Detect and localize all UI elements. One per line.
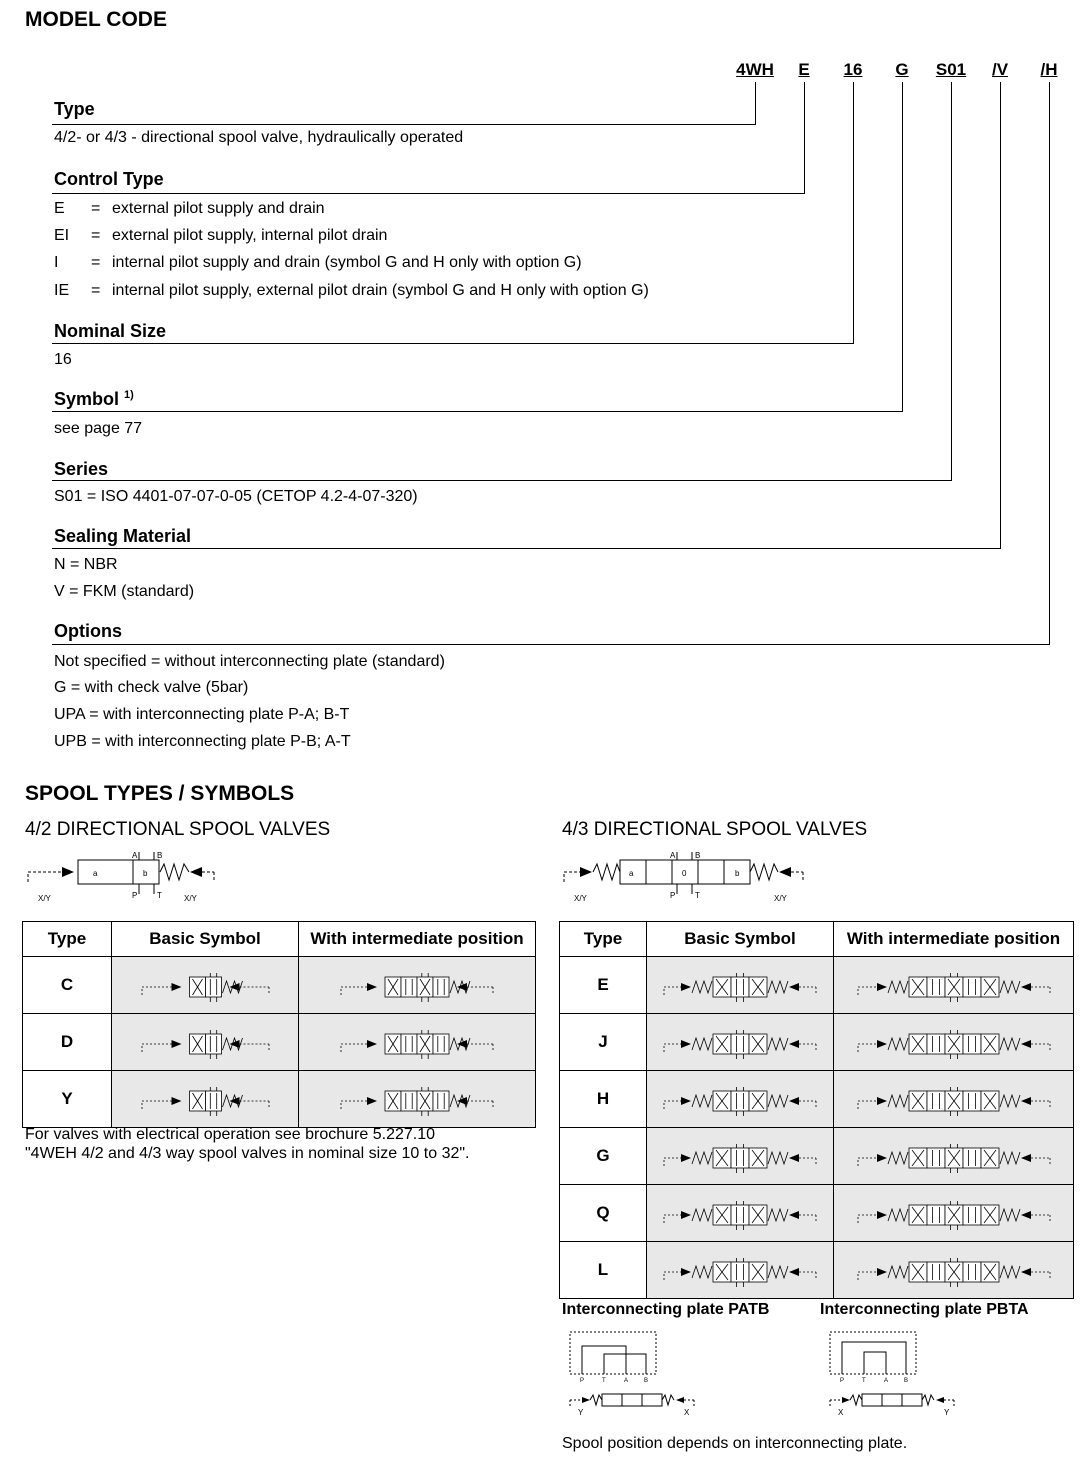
section-options-rule	[52, 644, 1050, 645]
brochure-note-line: For valves with electrical operation see brochure 5.227.10	[25, 1126, 435, 1143]
symbol-42-basic	[138, 1077, 273, 1121]
port-a-label: A	[132, 851, 138, 860]
type-cell: C	[23, 957, 112, 1014]
control-row-eq: =	[91, 254, 101, 271]
section-options-line: UPB = with interconnecting plate P-B; A-T	[54, 733, 351, 750]
basic-symbol-cell	[112, 1071, 299, 1128]
connector-series	[951, 82, 952, 480]
section-series-heading: Series	[54, 459, 109, 479]
section-options-line: UPA = with interconnecting plate P-A; B-T	[54, 706, 350, 723]
symbol-43-basic	[660, 1191, 820, 1235]
pos-0-label: 0	[682, 869, 687, 878]
table-row	[560, 1014, 1074, 1071]
basic-symbol-cell	[647, 1128, 834, 1185]
symbol-43-intermediate	[854, 1191, 1054, 1235]
section-symbol-rule	[52, 411, 903, 412]
section-sealing-line: N = NBR	[54, 556, 118, 573]
model-code-title: MODEL CODE	[25, 8, 167, 31]
section-type-line: 4/2- or 4/3 - directional spool valve, hydraulically operated	[54, 129, 464, 146]
pos-a-label: a	[93, 869, 98, 878]
symbol-42-intermediate	[337, 963, 497, 1007]
code-part-options: /H	[1040, 60, 1058, 79]
code-part-type: 4WH	[736, 60, 774, 79]
section-control-heading: Control Type	[54, 169, 164, 189]
xy-label: X/Y	[38, 894, 51, 903]
control-row-eq: =	[91, 282, 101, 299]
table-row	[560, 1128, 1074, 1185]
intermediate-symbol-cell	[299, 1071, 536, 1128]
port-b-label: B	[157, 851, 163, 860]
section-series-line: S01 = ISO 4401-07-07-0-05 (CETOP 4.2-4-07-320)	[54, 488, 418, 505]
control-row-eq: =	[91, 227, 101, 244]
col-basic-symbol: Basic Symbol	[647, 922, 834, 957]
pos-b-label: b	[143, 869, 148, 878]
symbol-43-intermediate	[854, 1134, 1054, 1178]
col-intermediate: With intermediate position	[834, 922, 1074, 957]
plate-y-label: Y	[578, 1408, 584, 1417]
basic-symbol-cell	[647, 957, 834, 1014]
symbol-43-intermediate	[854, 1248, 1054, 1292]
section-options-line: Not specified = without interconnecting plate (standard)	[54, 653, 445, 670]
col-type: Type	[560, 922, 647, 957]
symbol-43-basic	[660, 1134, 820, 1178]
section-sealing-heading: Sealing Material	[54, 526, 192, 546]
connector-type	[755, 82, 756, 124]
section-type-heading: Type	[54, 99, 95, 119]
section-control-rule	[52, 193, 805, 194]
plate-port-label: P	[580, 1378, 585, 1384]
plate-pbta-title: Interconnecting plate PBTA	[820, 1301, 1029, 1318]
table-row	[560, 1071, 1074, 1128]
table-4-3	[559, 921, 1074, 1299]
plate-port-label: A	[624, 1378, 629, 1384]
port-a-label: A	[670, 851, 676, 860]
type-cell: E	[560, 957, 647, 1014]
table-row	[23, 1071, 536, 1128]
plate-patb-diagram	[566, 1328, 706, 1418]
connector-control	[804, 82, 805, 193]
plate-patb-title: Interconnecting plate PATB	[562, 1301, 770, 1318]
type-cell: J	[560, 1014, 647, 1071]
port-p-label: P	[132, 891, 138, 900]
symbol-43-intermediate	[854, 1077, 1054, 1121]
table-row	[23, 957, 536, 1014]
symbol-43-basic	[660, 1077, 820, 1121]
symbol-43-basic	[660, 1020, 820, 1064]
plate-port-label: B	[904, 1378, 909, 1384]
plate-pbta-diagram	[826, 1328, 966, 1418]
symbol-42-basic	[138, 963, 273, 1007]
control-row-code: I	[54, 254, 59, 271]
section-sealing-line: V = FKM (standard)	[54, 583, 195, 600]
control-row-desc: external pilot supply and drain	[112, 200, 325, 217]
connector-sealing	[1000, 82, 1001, 548]
plate-port-label: A	[884, 1378, 889, 1384]
brochure-note-line: "4WEH 4/2 and 4/3 way spool valves in nominal size 10 to 32".	[25, 1145, 470, 1162]
port-b-label: B	[695, 851, 701, 860]
type-cell: G	[560, 1128, 647, 1185]
port-t-label: T	[695, 891, 700, 900]
type-cell: D	[23, 1014, 112, 1071]
xy-label: X/Y	[184, 894, 197, 903]
code-part-sealing: /V	[991, 60, 1009, 79]
type-cell: H	[560, 1071, 647, 1128]
type-cell: L	[560, 1242, 647, 1299]
port-t-label: T	[157, 891, 162, 900]
control-row-code: EI	[54, 227, 70, 244]
code-part-control: E	[798, 60, 810, 79]
plate-x-label: X	[838, 1408, 844, 1417]
symbol-43-intermediate	[854, 1020, 1054, 1064]
col-type: Type	[23, 922, 112, 957]
section-size-heading: Nominal Size	[54, 321, 167, 341]
intermediate-symbol-cell	[834, 957, 1074, 1014]
basic-symbol-cell	[112, 1014, 299, 1071]
symbol-43-intermediate	[854, 963, 1054, 1007]
valve-4-2-header-symbol	[24, 848, 224, 906]
footnote-marker: 1)	[124, 389, 134, 401]
col-basic-symbol: Basic Symbol	[112, 922, 299, 957]
control-row-code: IE	[54, 282, 70, 299]
table-row	[560, 1242, 1074, 1299]
table-4-2	[22, 921, 536, 1128]
section-type-rule	[52, 124, 756, 125]
plate-footer-note: Spool position depends on interconnecting plate.	[562, 1435, 908, 1452]
plate-port-label: P	[840, 1378, 845, 1384]
plate-x-label: X	[684, 1408, 690, 1417]
plate-port-label: B	[644, 1378, 649, 1384]
connector-options	[1049, 82, 1050, 644]
left-subtitle: 4/2 DIRECTIONAL SPOOL VALVES	[25, 819, 331, 840]
plate-port-label: T	[602, 1378, 606, 1384]
intermediate-symbol-cell	[834, 1185, 1074, 1242]
symbol-42-intermediate	[337, 1077, 497, 1121]
intermediate-symbol-cell	[299, 1014, 536, 1071]
code-part-series: S01	[935, 60, 967, 79]
intermediate-symbol-cell	[834, 1242, 1074, 1299]
symbol-43-basic	[660, 1248, 820, 1292]
intermediate-symbol-cell	[834, 1128, 1074, 1185]
symbol-43-basic	[660, 963, 820, 1007]
section-symbol-heading: Symbol $^{1)}$	[54, 389, 134, 409]
symbol-42-basic	[138, 1020, 273, 1064]
table-row	[560, 1185, 1074, 1242]
control-row-code: E	[54, 200, 65, 217]
plate-y-label: Y	[944, 1408, 950, 1417]
spool-title: SPOOL TYPES / SYMBOLS	[25, 782, 295, 805]
col-intermediate: With intermediate position	[299, 922, 536, 957]
intermediate-symbol-cell	[299, 957, 536, 1014]
intermediate-symbol-cell	[834, 1014, 1074, 1071]
code-part-symbol: G	[895, 60, 909, 79]
section-options-heading: Options	[54, 621, 122, 641]
type-cell: Q	[560, 1185, 647, 1242]
xy-label: X/Y	[774, 894, 787, 903]
control-row-desc: internal pilot supply, external pilot drain (symbol G and H only with option G)	[112, 282, 649, 299]
basic-symbol-cell	[647, 1014, 834, 1071]
valve-4-3-header-symbol	[560, 848, 810, 906]
section-symbol-line: see page 77	[54, 420, 143, 437]
plate-port-label: T	[862, 1378, 866, 1384]
connector-symbol	[902, 82, 903, 411]
basic-symbol-cell	[647, 1242, 834, 1299]
port-p-label: P	[670, 891, 676, 900]
pos-a-label: a	[629, 869, 634, 878]
code-part-size: 16	[843, 60, 863, 79]
intermediate-symbol-cell	[834, 1071, 1074, 1128]
connector-size	[853, 82, 854, 343]
basic-symbol-cell	[647, 1071, 834, 1128]
section-size-rule	[52, 343, 854, 344]
control-row-desc: external pilot supply, internal pilot drain	[112, 227, 388, 244]
right-subtitle: 4/3 DIRECTIONAL SPOOL VALVES	[562, 819, 868, 840]
section-options-line: G = with check valve (5bar)	[54, 679, 249, 696]
control-row-eq: =	[91, 200, 101, 217]
symbol-42-intermediate	[337, 1020, 497, 1064]
type-cell: Y	[23, 1071, 112, 1128]
table-row	[23, 1014, 536, 1071]
basic-symbol-cell	[112, 957, 299, 1014]
section-size-line: 16	[54, 351, 72, 368]
pos-b-label: b	[735, 869, 740, 878]
xy-label: X/Y	[574, 894, 587, 903]
basic-symbol-cell	[647, 1185, 834, 1242]
table-row	[560, 957, 1074, 1014]
control-row-desc: internal pilot supply and drain (symbol G and H only with option G)	[112, 254, 582, 271]
section-series-rule	[52, 480, 952, 481]
section-sealing-rule	[52, 548, 1001, 549]
